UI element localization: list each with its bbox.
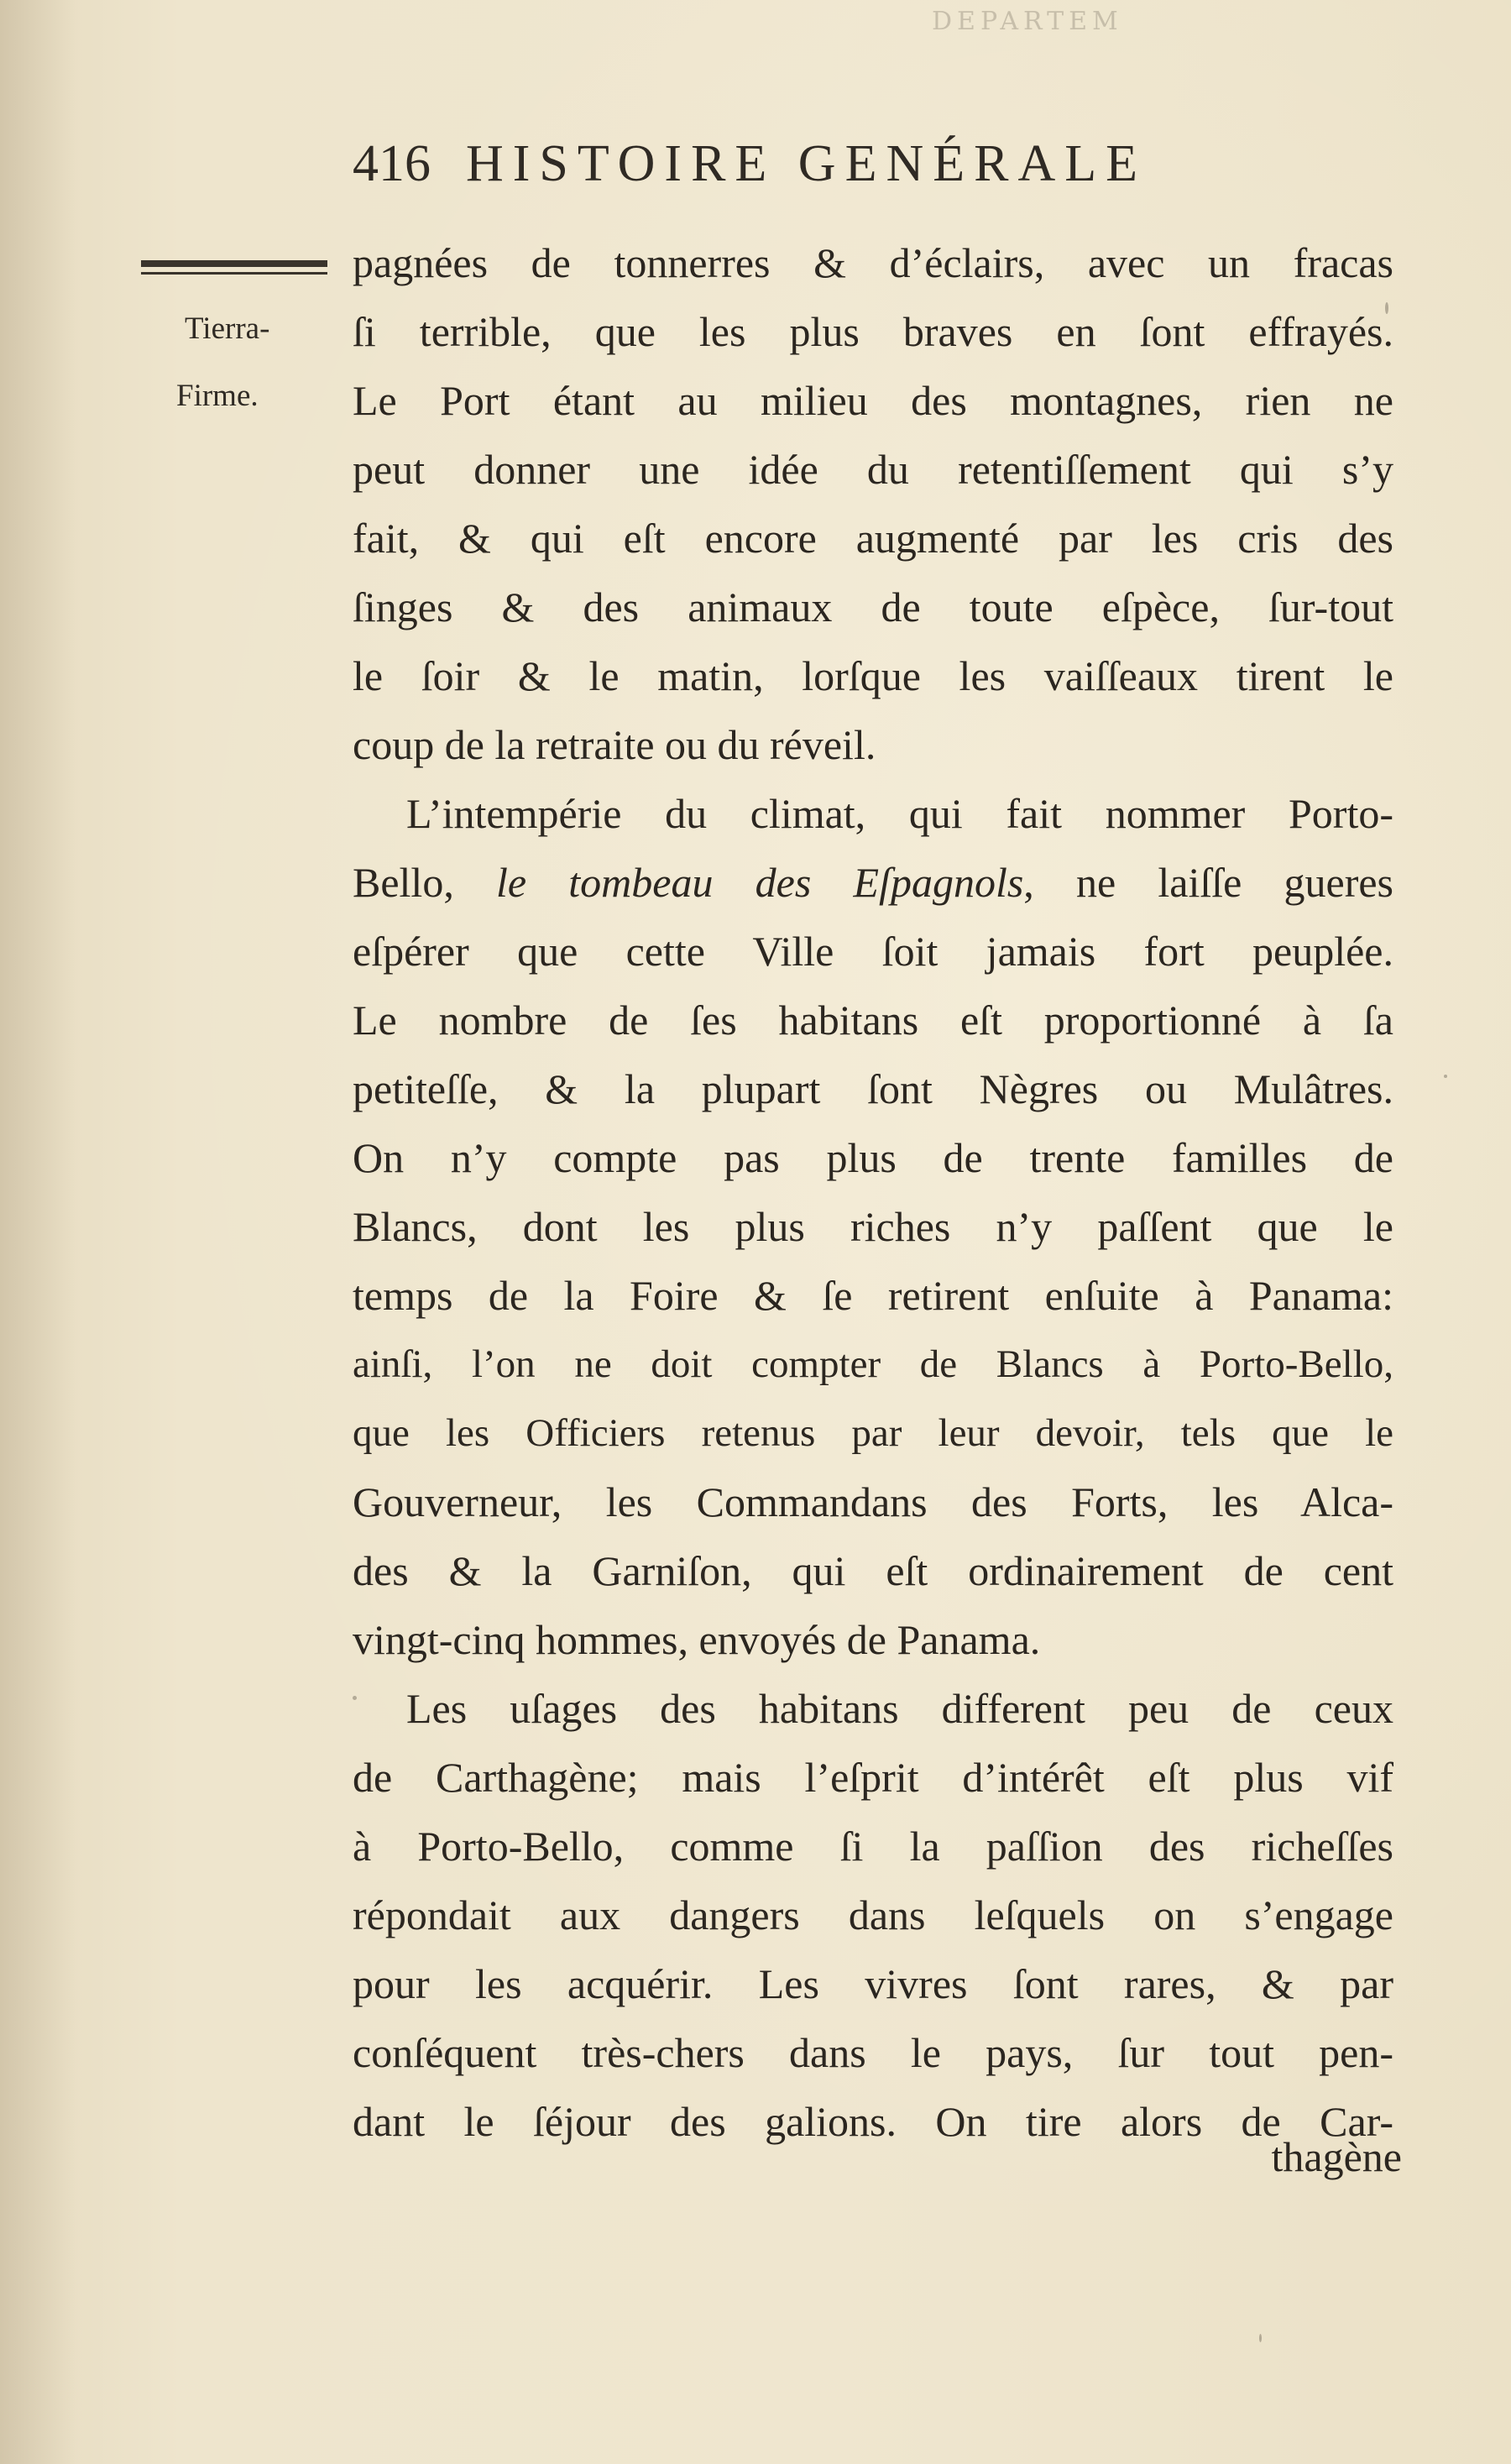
text-line: On n’y compte pas plus de trente familles de <box>353 1134 1393 1181</box>
body-text <box>353 228 1393 2156</box>
italic-phrase: le tombeau des Eſpagnols <box>496 859 1024 906</box>
text-line: ſi terrible, que les plus braves en ſont effrayés. <box>353 308 1393 355</box>
text-line: Blancs, dont les plus riches n’y paſſent que le <box>353 1203 1393 1250</box>
marginal-rule-thin <box>141 272 327 275</box>
marginal-rule <box>141 260 327 267</box>
paper-speck <box>1259 2334 1262 2342</box>
text-line: eſpérer que cette Ville ſoit jamais fort peuplée. <box>353 928 1393 975</box>
text-line: Le Port étant au milieu des montagnes, rien ne <box>353 377 1393 424</box>
text-line: pour les acquérir. Les vivres ſont rares, & par <box>353 1960 1393 2007</box>
text-line: peut donner une idée du retentiſſement qui s’y <box>353 446 1393 493</box>
catchword: thagène <box>1271 2133 1402 2180</box>
marginal-note <box>168 296 336 430</box>
text-line: conſéquent très-chers dans le pays, ſur tout pen- <box>353 2029 1393 2076</box>
text-line: ſinges & des animaux de toute eſpèce, ſur-tout <box>353 583 1393 630</box>
text-line: de Carthagène; mais l’eſprit d’intérêt eſt plus vif <box>353 1754 1393 1801</box>
text-segment: Bello, <box>353 859 497 906</box>
text-line: fait, & qui eſt encore augmenté par les cris des <box>353 515 1393 562</box>
paragraph-start: L’intempérie du climat, qui fait nommer Porto- <box>406 790 1393 837</box>
page-number: 416 <box>353 135 431 192</box>
text-line: ainſi, l’on ne doit compter de Blancs à Porto-Bello, <box>353 1342 1393 1386</box>
running-title: HISTOIRE GENÉRALE <box>466 135 1147 192</box>
text-line: que les Officiers retenus par leur devoir, tels que le <box>353 1411 1393 1455</box>
paragraph-start: Les uſages des habitans different peu de ceux <box>406 1685 1393 1732</box>
text-line: Gouverneur, les Commandans des Forts, les Alca- <box>353 1478 1393 1525</box>
text-line-mixed <box>353 848 1393 917</box>
text-line: des & la Garniſon, qui eſt ordinairement de cent <box>353 1547 1393 1594</box>
text-line: temps de la Foire & ſe retirent enſuite à Panama: <box>353 1272 1393 1319</box>
text-line: dant le ſéjour des galions. On tire alors de Car- <box>353 2098 1393 2145</box>
text-line: répondait aux dangers dans leſquels on s’engage <box>353 1891 1393 1938</box>
text-segment: , ne laiſſe gueres <box>1023 859 1393 906</box>
spine-shadow <box>0 0 76 2464</box>
text-line: petiteſſe, & la plupart ſont Nègres ou Mulâtres. <box>353 1065 1393 1112</box>
paper-speck <box>1385 302 1388 314</box>
text-line: le ſoir & le matin, lorſque les vaiſſeaux tirent le <box>353 652 1393 699</box>
marginal-note-line: Tierra- <box>185 311 270 346</box>
paper-speck <box>353 1696 357 1700</box>
text-line: coup de la retraite ou du réveil. <box>353 721 876 768</box>
marginal-note-line: Firme. <box>176 379 259 413</box>
text-line: Le nombre de ſes habitans eſt proportionné à ſa <box>353 997 1393 1044</box>
page-header <box>353 134 1410 201</box>
text-line: pagnées de tonnerres & d’éclairs, avec un fracas <box>353 239 1393 286</box>
text-line: à Porto-Bello, comme ſi la paſſion des richeſſes <box>353 1823 1393 1870</box>
bleed-through-text: DEPARTEM <box>932 7 1123 36</box>
paper-speck <box>1444 1075 1447 1078</box>
text-line: vingt-cinq hommes, envoyés de Panama. <box>353 1616 1041 1663</box>
